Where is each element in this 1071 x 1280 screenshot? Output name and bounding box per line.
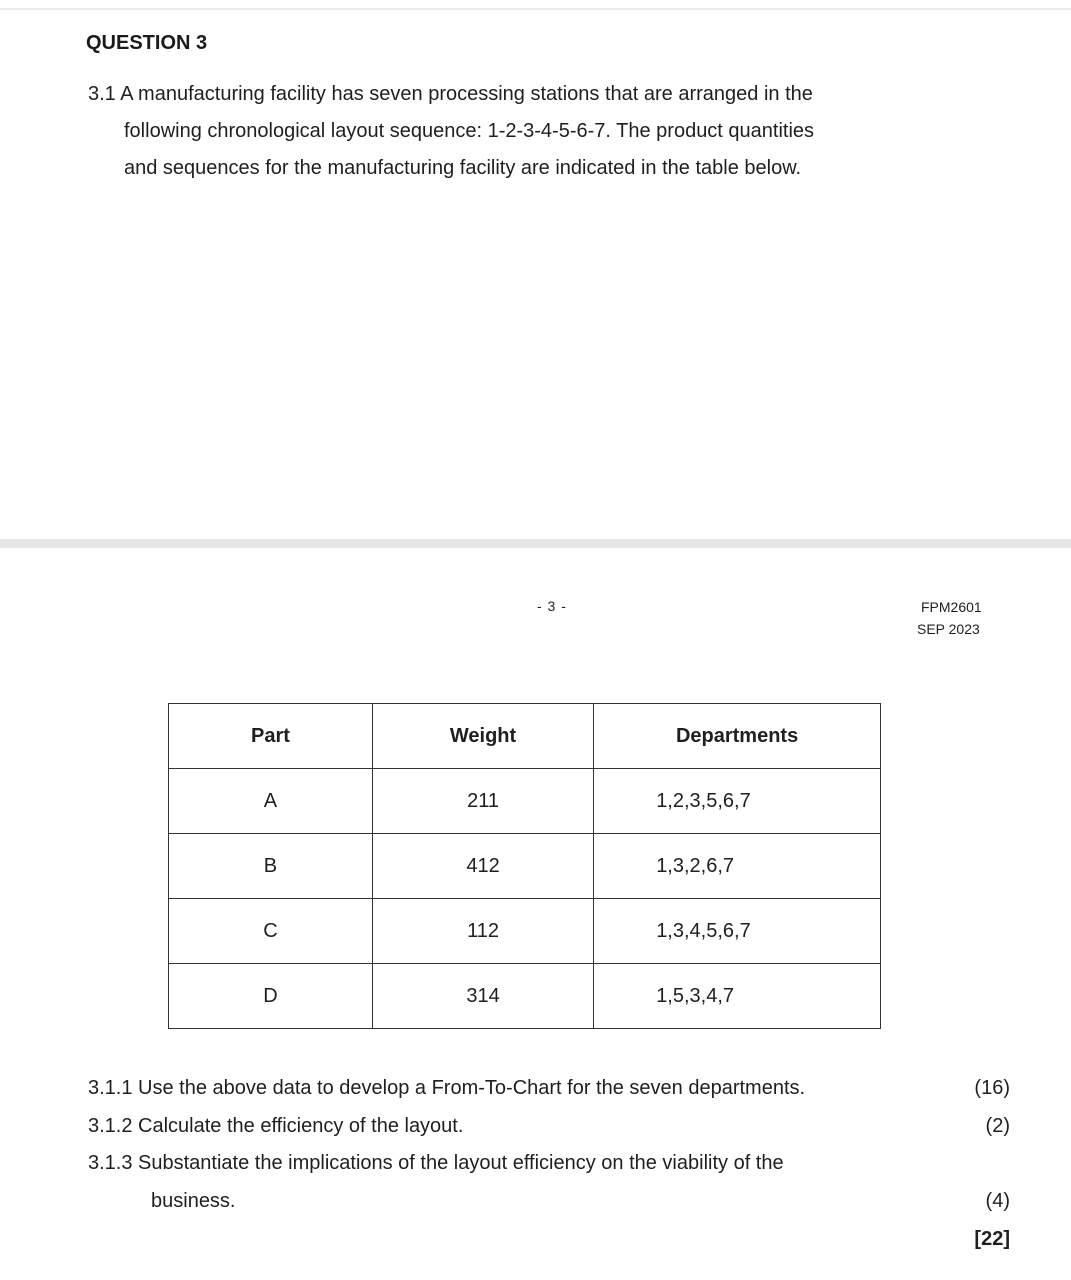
subquestion-3-1-1: 3.1.1 Use the above data to develop a From-To-Chart for the seven departments. [88, 1077, 806, 1099]
subquestion-3-1-2: 3.1.2 Calculate the efficiency of the layout. [88, 1115, 464, 1137]
table-row [169, 834, 881, 899]
header-part: Part [169, 704, 373, 769]
cell-part: B [169, 834, 373, 899]
intro-line-3: and sequences for the manufacturing facility are indicated in the table below. [124, 157, 802, 179]
cell-departments: 1,3,4,5,6,7 [594, 899, 881, 964]
exam-date: SEP 2023 [917, 621, 980, 637]
top-divider [0, 8, 1071, 10]
cell-weight: 314 [372, 964, 593, 1029]
header-departments: Departments [594, 704, 881, 769]
parts-table [168, 703, 881, 1029]
cell-weight: 412 [372, 834, 593, 899]
subquestion-3-1-3-continuation: business. [151, 1190, 236, 1212]
cell-part: A [169, 769, 373, 834]
marks-3-1-2: (2) [985, 1115, 1010, 1137]
table-row [169, 899, 881, 964]
cell-departments: 1,3,2,6,7 [594, 834, 881, 899]
table-row [169, 964, 881, 1029]
page-break [0, 539, 1071, 548]
page-number: - 3 - [537, 598, 567, 614]
intro-line-2: following chronological layout sequence: 1-2-3-4-5-6-7. The product quantities [124, 120, 815, 142]
cell-part: C [169, 899, 373, 964]
cell-weight: 112 [372, 899, 593, 964]
marks-3-1-3: (4) [985, 1190, 1010, 1212]
total-marks: [22] [974, 1228, 1010, 1250]
course-code: FPM2601 [921, 599, 982, 615]
cell-weight: 211 [372, 769, 593, 834]
cell-departments: 1,2,3,5,6,7 [594, 769, 881, 834]
header-weight: Weight [372, 704, 593, 769]
cell-departments: 1,5,3,4,7 [594, 964, 881, 1029]
intro-line-1: 3.1 A manufacturing facility has seven processing stations that are arranged in the [88, 83, 813, 105]
subquestion-3-1-3: 3.1.3 Substantiate the implications of the layout efficiency on the viability of the [88, 1152, 784, 1174]
table-row [169, 769, 881, 834]
cell-part: D [169, 964, 373, 1029]
marks-3-1-1: (16) [974, 1077, 1010, 1099]
table-header-row [169, 704, 881, 769]
question-title: QUESTION 3 [86, 32, 208, 54]
